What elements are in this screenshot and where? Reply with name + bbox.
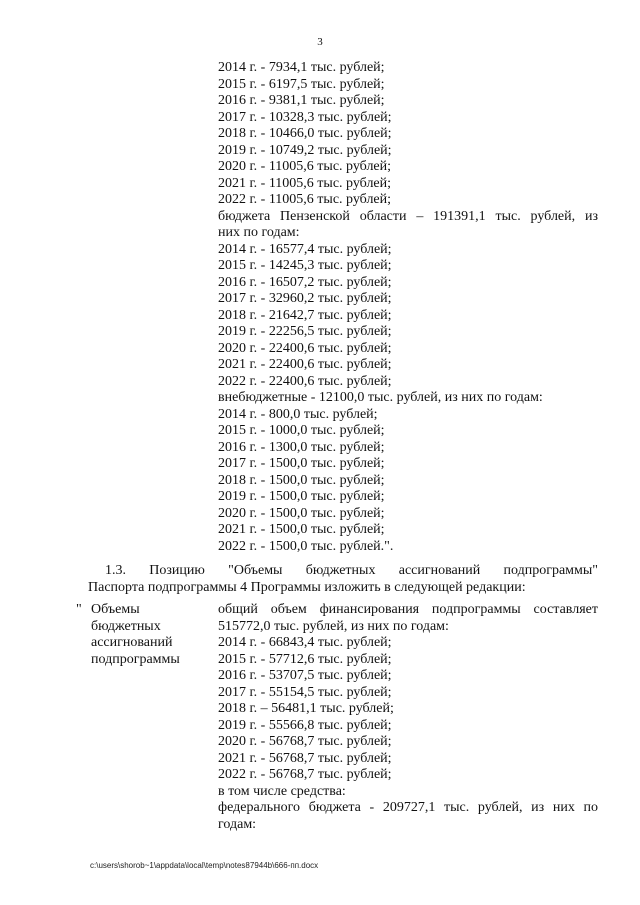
year-line: 2015 г. - 1000,0 тыс. рублей; — [218, 423, 385, 438]
year-line: 2016 г. - 1300,0 тыс. рублей; — [218, 439, 385, 455]
year-line: 2022 г. - 22400,6 тыс. рублей; — [218, 373, 392, 389]
including-line: в том числе средства: — [218, 783, 346, 799]
year-line: 2020 г. - 56768,7 тыс. рублей; — [218, 734, 392, 749]
year-line: 2016 г. - 16507,2 тыс. рублей; — [218, 274, 392, 290]
year-line: 2018 г. – 56481,1 тыс. рублей; — [218, 701, 394, 716]
penza-total-line: бюджета Пензенской области – 191391,1 тыс. рублей, из — [218, 208, 598, 224]
table-total-line-cont: 515772,0 тыс. рублей, из них по годам: — [218, 618, 449, 634]
year-line: 2020 г. - 22400,6 тыс. рублей; — [218, 340, 392, 356]
year-line: 2015 г. - 14245,3 тыс. рублей; — [218, 258, 392, 273]
year-line: 2020 г. - 11005,6 тыс. рублей; — [218, 159, 392, 174]
year-line: 2017 г. - 10328,3 тыс. рублей; — [218, 109, 392, 125]
section-1-3-line1: 1.3. Позицию "Объемы бюджетных ассигнований подпрограммы" — [105, 563, 598, 578]
year-line: 2021 г. - 1500,0 тыс. рублей; — [218, 522, 385, 537]
federal-line-cont: годам: — [218, 816, 257, 832]
year-line: 2017 г. - 32960,2 тыс. рублей; — [218, 291, 392, 306]
year-line: 2018 г. - 1500,0 тыс. рублей; — [218, 472, 385, 488]
year-line: 2018 г. - 10466,0 тыс. рублей; — [218, 126, 392, 141]
year-line: 2014 г. - 16577,4 тыс. рублей; — [218, 241, 392, 257]
table-label-line: бюджетных — [91, 618, 161, 634]
year-line: 2021 г. - 56768,7 тыс. рублей; — [218, 750, 392, 766]
year-line: 2021 г. - 11005,6 тыс. рублей; — [218, 175, 392, 191]
penza-total-line-cont: них по годам: — [218, 225, 300, 240]
year-line: 2019 г. - 55566,8 тыс. рублей; — [218, 717, 392, 733]
year-line: 2019 г. - 1500,0 тыс. рублей; — [218, 489, 385, 504]
footer-file-path: c:\users\shorob~1\appdata\local\temp\notes87944b\666-пп.docx — [90, 861, 319, 870]
year-line: 2020 г. - 1500,0 тыс. рублей; — [218, 505, 385, 521]
year-line: 2021 г. - 22400,6 тыс. рублей; — [218, 357, 392, 372]
year-line: 2014 г. - 7934,1 тыс. рублей; — [218, 60, 385, 75]
year-line: 2019 г. - 10749,2 тыс. рублей; — [218, 142, 392, 158]
federal-line: федерального бюджета - 209727,1 тыс. рублей, из них по — [218, 800, 598, 815]
year-line: 2018 г. - 21642,7 тыс. рублей; — [218, 307, 392, 323]
year-line: 2015 г. - 6197,5 тыс. рублей; — [218, 76, 385, 92]
year-line: 2014 г. - 800,0 тыс. рублей; — [218, 406, 378, 422]
year-line: 2022 г. - 56768,7 тыс. рублей; — [218, 767, 392, 782]
extrabudget-line: внебюджетные - 12100,0 тыс. рублей, из них по годам: — [218, 390, 543, 405]
table-label-line: подпрограммы — [91, 651, 180, 667]
year-line: 2016 г. - 9381,1 тыс. рублей; — [218, 93, 385, 108]
year-line: 2017 г. - 1500,0 тыс. рублей; — [218, 456, 385, 471]
page-number: 3 — [317, 36, 323, 48]
year-line: 2014 г. - 66843,4 тыс. рублей; — [218, 635, 392, 650]
year-line: 2015 г. - 57712,6 тыс. рублей; — [218, 651, 392, 667]
table-label-line: ассигнований — [91, 635, 173, 650]
year-line: 2019 г. - 22256,5 тыс. рублей; — [218, 324, 392, 339]
year-line: 2022 г. - 1500,0 тыс. рублей.". — [218, 538, 394, 554]
year-line: 2016 г. - 53707,5 тыс. рублей; — [218, 668, 392, 683]
year-line: 2022 г. - 11005,6 тыс. рублей; — [218, 192, 392, 207]
section-1-3-line2: Паспорта подпрограммы 4 Программы изложить в следующей редакции: — [88, 579, 526, 595]
table-label-line: Объемы — [91, 602, 140, 617]
year-line: 2017 г. - 55154,5 тыс. рублей; — [218, 684, 392, 700]
table-total-line: общий объем финансирования подпрограммы составляет — [218, 602, 598, 617]
table-open-quote: " — [76, 602, 82, 617]
